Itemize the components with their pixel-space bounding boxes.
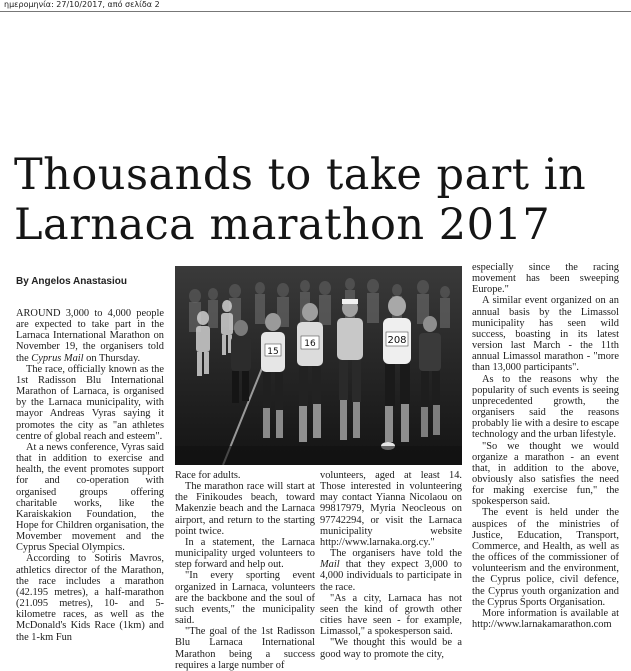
bib-number: 16 bbox=[304, 339, 316, 349]
paragraph: "As a city, Larnaca has not seen the kind of growth other cities have seen - for example, Limassol," a spokesperson said. bbox=[320, 592, 462, 638]
paragraph: At a news conference, Vyras said that in addition to exercise and health, the event promotes support for and co-operation with organised groups offering charitable works, like the Karaiskakion Foundation, the Hope for Children organisation, the Movember movement and the Cyprus Special Olympics. bbox=[16, 441, 164, 554]
paragraph bbox=[16, 308, 164, 364]
paragraph: A similar event organized on an annual basis by the Limassol municipality has seen wild success, boasting in its latest version last March - the 11th annual Limassol marathon - "more than 13,000 participants". bbox=[472, 295, 619, 374]
bib-number: 15 bbox=[267, 347, 279, 357]
paragraph: "We thought this would be a good way to promote the city, bbox=[320, 637, 462, 660]
runners-illustration bbox=[175, 266, 462, 465]
marathon-photo bbox=[175, 266, 462, 465]
paragraph: "In every sporting event organized in Larnaca, volunteers are the backbone and the soul of such events," the municipality said. bbox=[175, 570, 315, 627]
byline: By Angelos Anastasiou bbox=[16, 276, 127, 287]
paragraph bbox=[320, 548, 462, 593]
header-rule bbox=[0, 11, 631, 12]
paragraph: Race for adults. bbox=[175, 470, 241, 481]
headline bbox=[14, 150, 626, 250]
paragraph-text: on Thursday. bbox=[83, 352, 141, 364]
headline-line-1: Thousands to take part in bbox=[14, 150, 587, 200]
paragraph: The event is held under the auspices of the ministries of Justice, Education, Transport, Commerce, and Health, as well as the offices of the commissioner of volunteerism and the environment, the Cyprus police, civil defence, the Cyprus youth organization and the Cyprus Sports Organisation. bbox=[472, 507, 619, 608]
headline-line-2: Larnaca marathon 2017 bbox=[14, 200, 551, 250]
article-column-3 bbox=[320, 470, 462, 660]
paragraph-text: AROUND 3,000 to 4,000 people are expected to take part in the Larnaca International Marathon on November 19, the organisers told the bbox=[16, 308, 164, 364]
paragraph: According to Sotiris Mavros, athletics director of the Marathon, the race includes a marathon (42.195 metres), a half-marathon (21.095 metres), 10- and 5-kilometre races, as well as the McDonald's Kids Race (1km) and the 1-km Fun bbox=[16, 553, 164, 643]
paragraph: The marathon race will start at the Finikoudes beach, toward Makenzie beach and the Larnaca airport, and return to the starting point twice. bbox=[175, 481, 315, 537]
article-column-4 bbox=[472, 262, 619, 630]
article-column-1 bbox=[16, 308, 164, 643]
paragraph: More information is available at http://www.larnakamarathon.com bbox=[472, 607, 619, 630]
article-column-2 bbox=[175, 470, 315, 671]
paragraph: In a statement, the Larnaca municipality urged volunteers to step forward and help out. bbox=[175, 536, 315, 571]
paragraph-italic: Mail bbox=[320, 559, 340, 571]
paragraph-italic: Cyprus Mail bbox=[31, 352, 84, 364]
paragraph: "So we thought we would organize a marathon - an event that, in addition to the above, obviously also satisfies the need for making exercise fun," the spokesperson said. bbox=[472, 440, 619, 508]
paragraph-text: The organisers have told the bbox=[330, 548, 462, 560]
paragraph: "The goal of the 1st Radisson Blu Larnaca International Marathon being a success requires a large number of bbox=[175, 626, 315, 671]
page-header: ημερομηνία: 27/10/2017, από σελίδα 2 bbox=[4, 0, 160, 9]
paragraph-text: that they expect 3,000 to 4,000 individuals to participate in the race. bbox=[320, 559, 462, 593]
paragraph: The race, officially known as the 1st Radisson Blu International Marathon of Larnaca, is organised by the Larnaca municipality, with mayor Andreas Vyras saying it promotes the city as "an athletes centre of global reach and esteem". bbox=[16, 363, 164, 442]
bib-number: 208 bbox=[387, 335, 407, 346]
paragraph: volunteers, aged at least 14. Those interested in volunteering may contact Yianna Nicolaou on 99817979, Myria Neocleous on 97742294, or visit the Larnaca municipality website http://www.larnaka.org.cy." bbox=[320, 470, 462, 548]
paragraph: As to the reasons why the popularity of such events is seeing unprecedented growth, the organisers said the reasons probably lie with a desire to escape technology and the urban lifestyle. bbox=[472, 373, 619, 441]
paragraph: especially since the racing movement has been sweeping Europe." bbox=[472, 262, 619, 296]
